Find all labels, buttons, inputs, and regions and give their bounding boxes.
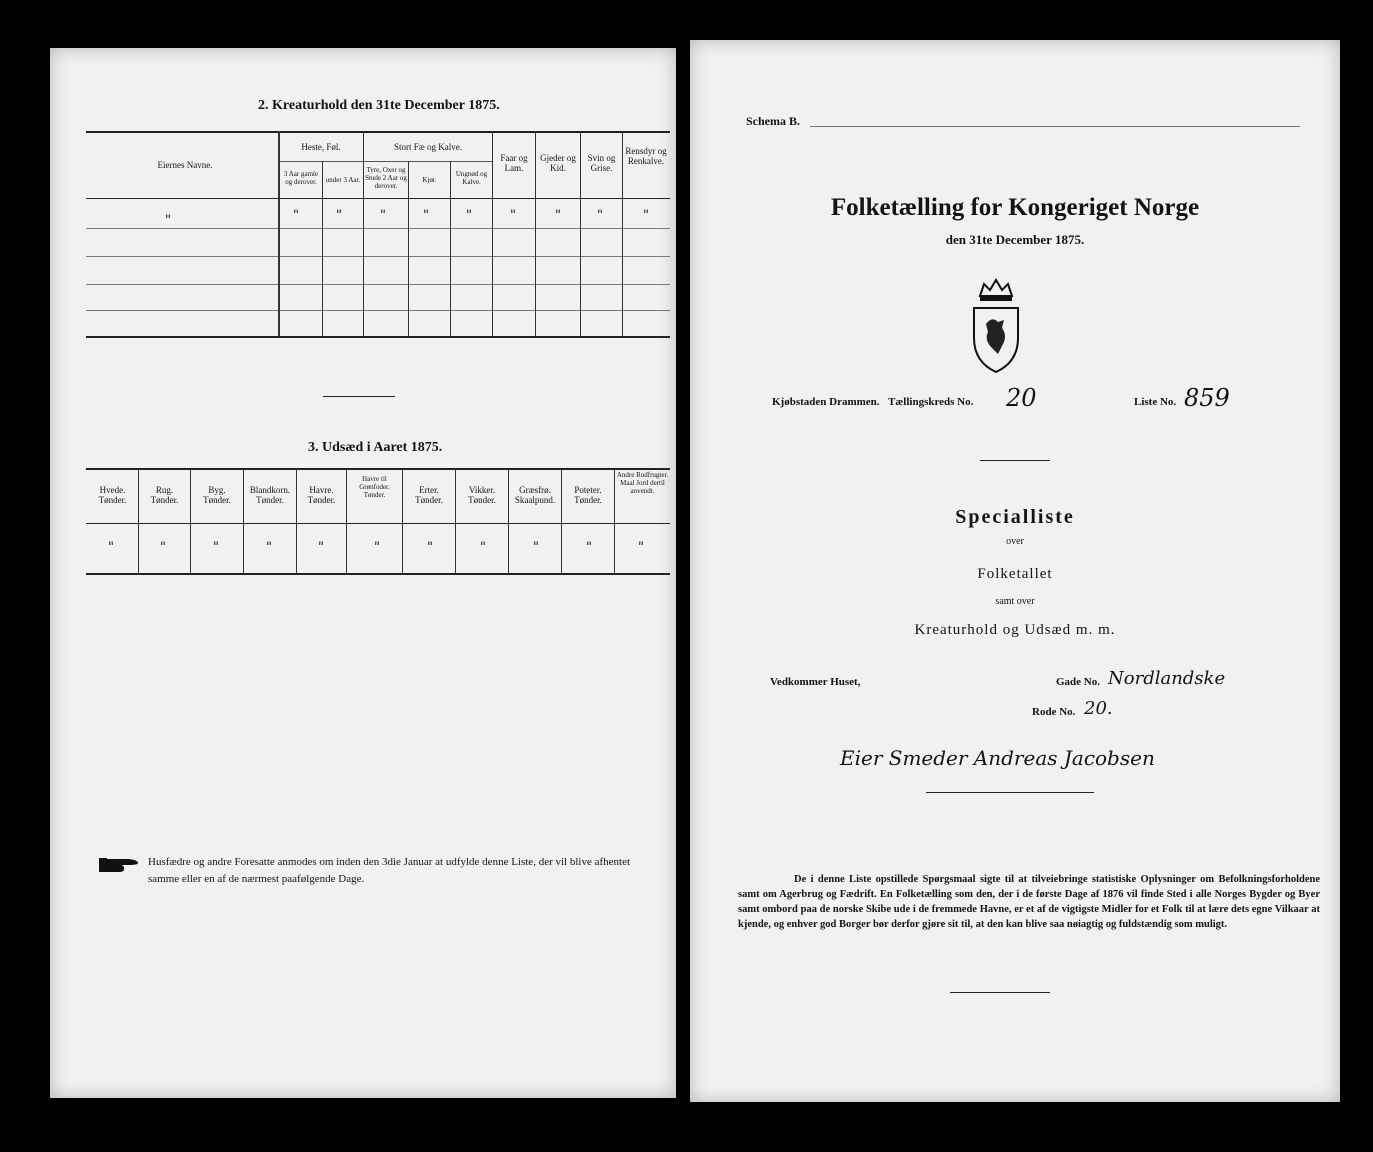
divider — [980, 460, 1050, 461]
ditto-mark: " — [336, 208, 342, 223]
liste-value: 859 — [1184, 384, 1230, 412]
barley-header: Byg. Tønder. — [203, 485, 231, 505]
census-date: den 31te December 1875. — [945, 232, 1085, 247]
section2-title: 2. Kreaturhold den 31te December 1875. — [258, 98, 500, 113]
ditto-mark: " — [266, 540, 272, 555]
notice-text: Husfædre og andre Foresatte anmodes om inden den 3die Januar at udfylde denne Liste, der vil blive afhentet samme eller en af de nærmest paafølgende Dage. — [148, 856, 631, 885]
cattle-c-header: Ungnød og Kalve. — [455, 170, 488, 186]
liste-label: Liste No. — [1134, 396, 1177, 408]
pointing-hand-icon — [98, 854, 140, 876]
horses-header: Heste, Føl. — [301, 142, 341, 152]
owner-ditto: " — [165, 213, 171, 228]
ditto-mark: " — [374, 540, 380, 555]
right-page — [690, 40, 1340, 1102]
owner-signature: Eier Smeder Andreas Jacobsen — [840, 746, 1155, 770]
root-crops-header: Andre Rodfrugter. Maal Jord dertil anvendt. — [616, 471, 669, 495]
ditto-mark: " — [480, 540, 486, 555]
cattle-a-header: Tyre, Oxer og Stude 2 Aar og derover. — [365, 166, 407, 190]
ditto-mark: " — [213, 540, 219, 555]
divider — [926, 792, 1094, 793]
vetch-header: Vikker. Tønder. — [468, 485, 496, 505]
rode-label: Rode No. — [1032, 706, 1076, 718]
ditto-mark: " — [466, 208, 472, 223]
ditto-mark: " — [597, 208, 603, 223]
ditto-mark: " — [423, 208, 429, 223]
ditto-mark: " — [293, 208, 299, 223]
grass-seed-header: Græsfrø. Skaalpund. — [514, 485, 556, 505]
kjobstad-label: Kjøbstaden Drammen. — [772, 396, 880, 408]
sheep-header: Faar og Lam. — [500, 153, 528, 173]
ditto-mark: " — [427, 540, 433, 555]
wheat-header: Hvede. Tønder. — [98, 485, 127, 505]
ditto-mark: " — [108, 540, 114, 555]
left-page — [50, 48, 676, 1098]
pigs-header: Svin og Grise. — [587, 153, 616, 173]
folketallet-label: Folketallet — [977, 566, 1053, 582]
ditto-mark: " — [318, 540, 324, 555]
ditto-mark: " — [555, 208, 561, 223]
potatoes-header: Poteter. Tønder. — [574, 485, 602, 505]
horses-b-header: under 3 Aar. — [325, 176, 361, 184]
oats-header: Havre. Tønder. — [307, 485, 336, 505]
cattle-b-header: Kjør. — [422, 176, 437, 184]
census-title: Folketælling for Kongeriget Norge — [830, 194, 1200, 221]
huset-label: Vedkommer Huset, — [770, 676, 861, 688]
rye-header: Rug. Tønder. — [150, 485, 179, 505]
green-oats-header: Havre til Grønfoder. Tønder. — [359, 475, 390, 499]
specialliste-title: Specialliste — [955, 506, 1075, 528]
gade-value: Nordlandske — [1108, 668, 1226, 689]
divider — [950, 992, 1050, 993]
goats-header: Gjeder og Kid. — [540, 153, 576, 173]
ditto-mark: " — [638, 540, 644, 555]
section3-title: 3. Udsæd i Aaret 1875. — [308, 440, 443, 455]
rode-value: 20. — [1084, 698, 1113, 719]
explanation-paragraph: De i denne Liste opstillede Spørgsmaal sigte til at tilveiebringe statistiske Oplysninger om Befolkningsforholdene samt om Agerbrug og Fædrift. En Folketælling som den, der i de første Dage af 1876 vil finde Sted i alle Norges Bygder og Byer samt ombord paa de norske Skibe ude i de fremmede Havne, er et af de vigtigste Midler for et Folk til at lære dets egne Vilkaar at kjende, og enhver god Borger bør derfor gjøre sit til, at den kan blive saa nøiagtig og fuldstændig som muligt. — [738, 874, 1320, 930]
cattle-header: Stort Fæ og Kalve. — [393, 142, 462, 152]
schema-label: Schema B. — [746, 114, 800, 128]
ditto-mark: " — [160, 540, 166, 555]
gade-label: Gade No. — [1056, 676, 1100, 688]
coat-of-arms-icon — [968, 276, 1024, 376]
divider — [323, 396, 395, 397]
horses-a-header: 3 Aar gamle og derover. — [283, 170, 319, 186]
ditto-mark: " — [510, 208, 516, 223]
peas-header: Erter. Tønder. — [415, 485, 443, 505]
samt-over-label: samt over — [995, 596, 1035, 607]
kreds-value: 20 — [1006, 384, 1037, 412]
reindeer-header: Rensdyr og Renkalve. — [625, 146, 667, 166]
ditto-mark: " — [586, 540, 592, 555]
kreds-label: Tællingskreds No. — [888, 396, 974, 408]
kreaturhold-label: Kreaturhold og Udsæd m. m. — [914, 622, 1116, 638]
ditto-mark: " — [380, 208, 386, 223]
mixed-grain-header: Blandkorn. Tønder. — [249, 485, 291, 505]
ditto-mark: " — [643, 208, 649, 223]
over-label: over — [1006, 536, 1024, 547]
owner-header: Eiernes Navne. — [157, 160, 213, 170]
ditto-mark: " — [533, 540, 539, 555]
